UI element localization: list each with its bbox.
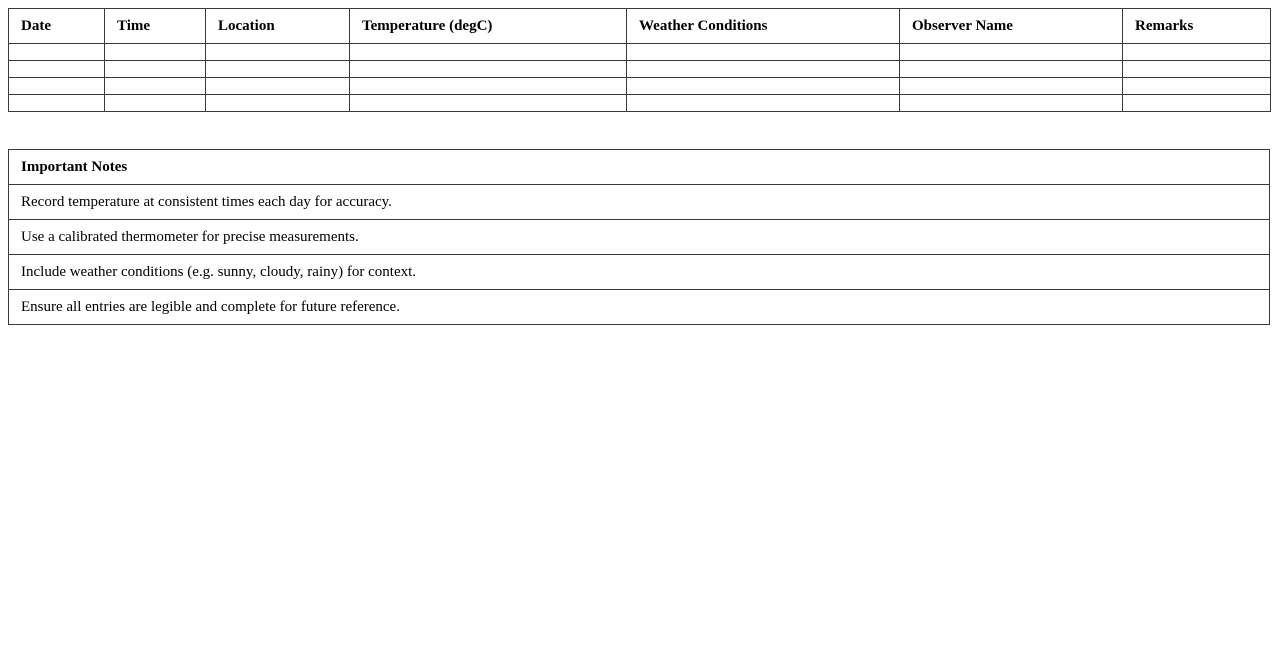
cell-weather-conditions[interactable] <box>627 44 900 61</box>
cell-observer-name[interactable] <box>900 44 1123 61</box>
cell-weather-conditions[interactable] <box>627 95 900 112</box>
header-weather-conditions: Weather Conditions <box>627 9 900 44</box>
cell-weather-conditions[interactable] <box>627 61 900 78</box>
header-date: Date <box>9 9 105 44</box>
cell-location[interactable] <box>206 61 350 78</box>
header-temperature: Temperature (degC) <box>350 9 627 44</box>
list-item <box>9 255 1270 290</box>
note-text: Use a calibrated thermometer for precise measurements. <box>9 220 1270 255</box>
header-location: Location <box>206 9 350 44</box>
notes-title: Important Notes <box>9 150 1270 185</box>
cell-remarks[interactable] <box>1123 44 1271 61</box>
cell-time[interactable] <box>105 61 206 78</box>
cell-weather-conditions[interactable] <box>627 78 900 95</box>
cell-observer-name[interactable] <box>900 78 1123 95</box>
cell-time[interactable] <box>105 44 206 61</box>
temperature-log-table <box>8 8 1271 112</box>
notes-header-row <box>9 150 1270 185</box>
header-remarks: Remarks <box>1123 9 1271 44</box>
cell-date[interactable] <box>9 44 105 61</box>
table-row <box>9 78 1271 95</box>
important-notes-table <box>8 149 1270 325</box>
cell-time[interactable] <box>105 78 206 95</box>
header-observer-name: Observer Name <box>900 9 1123 44</box>
cell-temperature[interactable] <box>350 61 627 78</box>
cell-remarks[interactable] <box>1123 61 1271 78</box>
cell-location[interactable] <box>206 44 350 61</box>
cell-date[interactable] <box>9 61 105 78</box>
cell-temperature[interactable] <box>350 44 627 61</box>
list-item <box>9 220 1270 255</box>
table-row <box>9 95 1271 112</box>
list-item <box>9 185 1270 220</box>
cell-time[interactable] <box>105 95 206 112</box>
table-row <box>9 44 1271 61</box>
cell-location[interactable] <box>206 78 350 95</box>
note-text: Record temperature at consistent times each day for accuracy. <box>9 185 1270 220</box>
cell-temperature[interactable] <box>350 78 627 95</box>
note-text: Ensure all entries are legible and complete for future reference. <box>9 290 1270 325</box>
cell-location[interactable] <box>206 95 350 112</box>
table-header-row <box>9 9 1271 44</box>
cell-observer-name[interactable] <box>900 95 1123 112</box>
list-item <box>9 290 1270 325</box>
cell-date[interactable] <box>9 95 105 112</box>
cell-observer-name[interactable] <box>900 61 1123 78</box>
header-time: Time <box>105 9 206 44</box>
table-row <box>9 61 1271 78</box>
note-text: Include weather conditions (e.g. sunny, cloudy, rainy) for context. <box>9 255 1270 290</box>
cell-date[interactable] <box>9 78 105 95</box>
cell-remarks[interactable] <box>1123 95 1271 112</box>
cell-temperature[interactable] <box>350 95 627 112</box>
cell-remarks[interactable] <box>1123 78 1271 95</box>
